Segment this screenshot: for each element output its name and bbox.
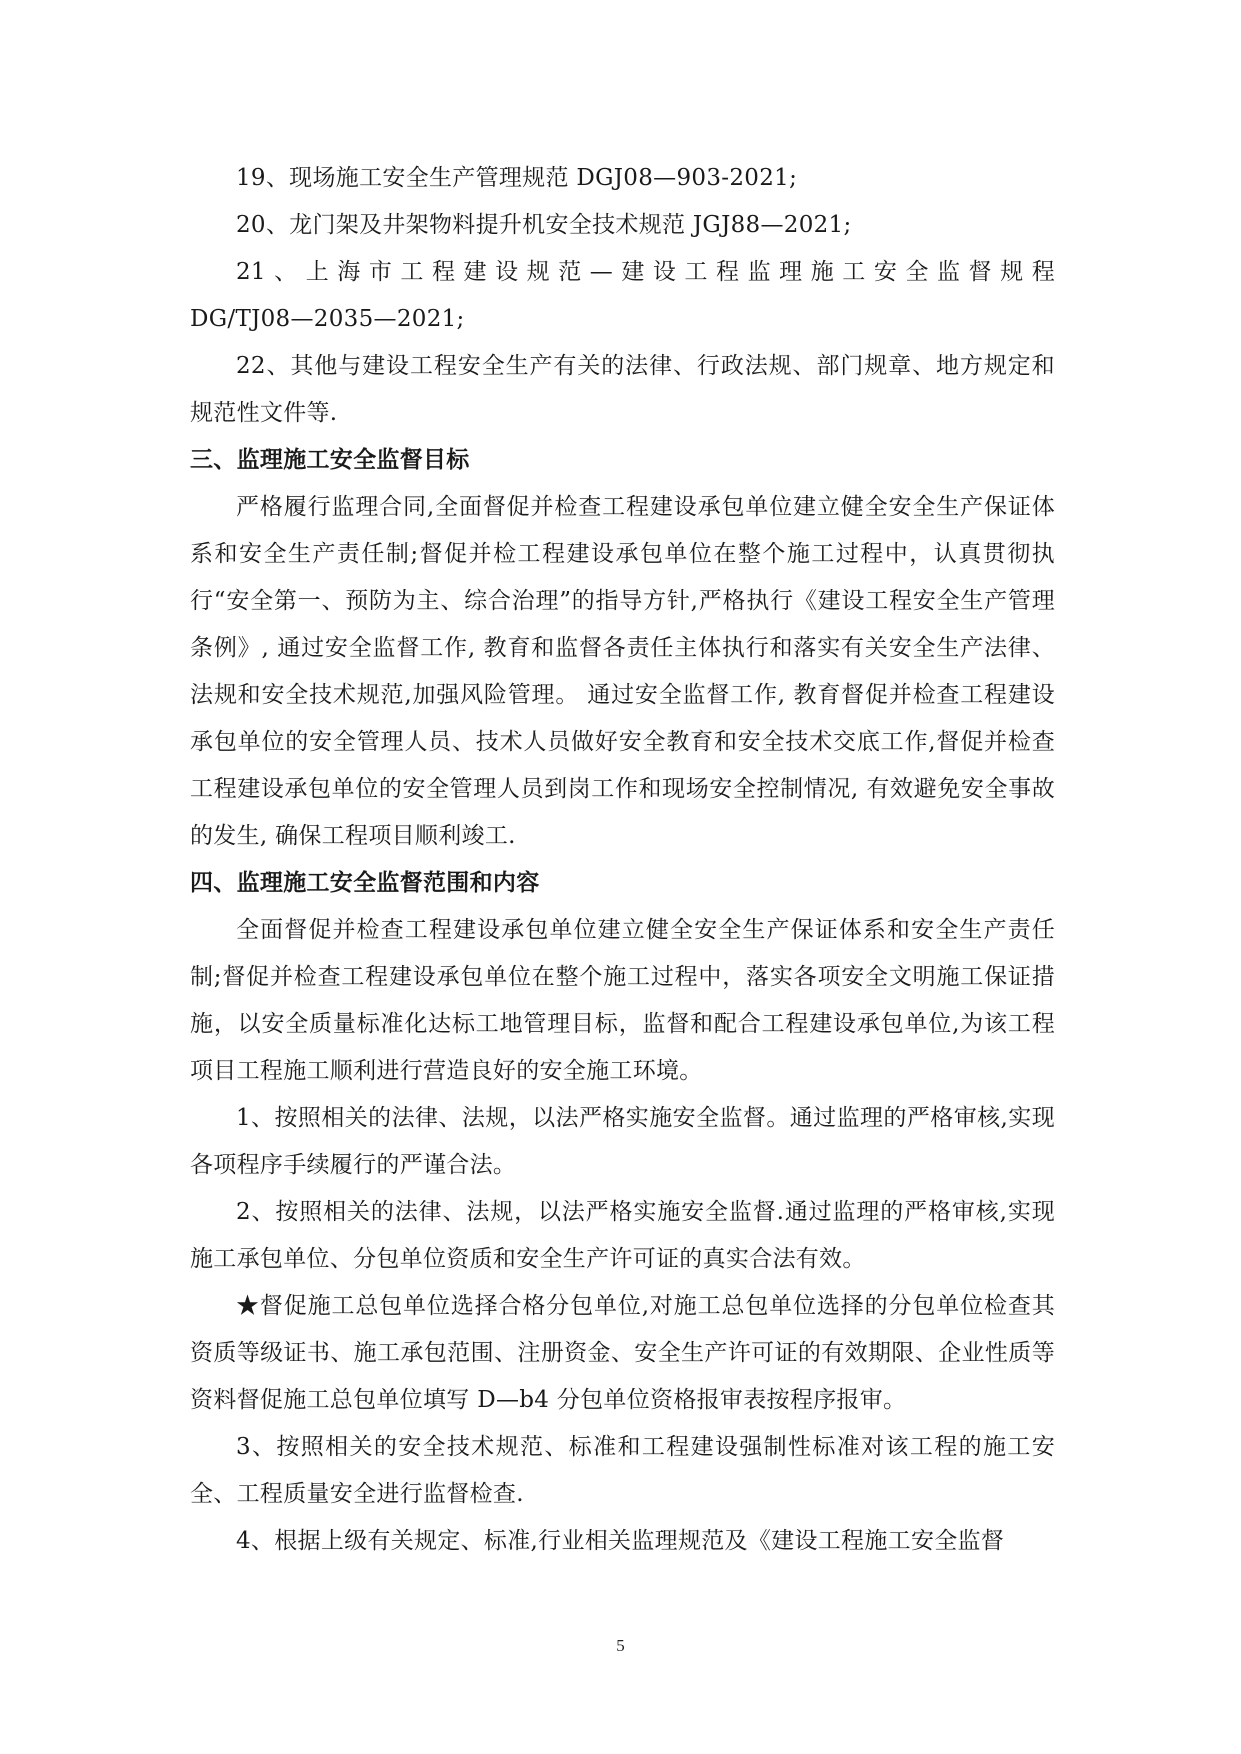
page-number: 5	[616, 1636, 625, 1655]
list-item: 20、龙门架及井架物料提升机安全技术规范 JGJ88—2021;	[236, 212, 852, 238]
paragraph: 全面督促并检查工程建设承包单位建立健全安全生产保证体系和安全生产责任制;督促并检查工程建设承包单位在整个施工过程中，落实各项安全文明施工保证措施，以安全质量标准化达标工地管理目标，监督和配合工程建设承包单位,为该工程项目工程施工顺利进行营造良好的安全施工环境。	[190, 917, 1055, 1084]
star-note: ★督促施工总包单位选择合格分包单位,对施工总包单位选择的分包单位检查其资质等级证书、施工承包范围、注册资金、安全生产许可证的有效期限、企业性质等资料督促施工总包单位填写 D—b4 分包单位资格报审表按程序报审。	[190, 1293, 1055, 1413]
list-item: 19、现场施工安全生产管理规范 DGJ08—903-2021;	[236, 165, 798, 191]
list-item-continuation: DG/TJ08—2035—2021;	[190, 306, 465, 332]
list-item: 1、按照相关的法律、法规，以法严格实施安全监督。通过监理的严格审核,实现各项程序手续履行的严谨合法。	[190, 1105, 1055, 1178]
section-heading: 三、监理施工安全监督目标	[190, 447, 470, 473]
list-item: 3、按照相关的安全技术规范、标准和工程建设强制性标准对该工程的施工安全、工程质量安全进行监督检查.	[190, 1434, 1055, 1507]
list-item: 4、根据上级有关规定、标准,行业相关监理规范及《建设工程施工安全监督	[236, 1528, 1005, 1554]
list-item: 21、上海市工程建设规范—建设工程监理施工安全监督规程	[236, 259, 1055, 285]
list-item: 2、按照相关的法律、法规，以法严格实施安全监督.通过监理的严格审核,实现施工承包单位、分包单位资质和安全生产许可证的真实合法有效。	[190, 1199, 1055, 1272]
document-body	[190, 155, 1055, 1565]
list-item: 22、其他与建设工程安全生产有关的法律、行政法规、部门规章、地方规定和规范性文件等.	[190, 353, 1055, 426]
section-heading: 四、监理施工安全监督范围和内容	[190, 870, 540, 896]
paragraph: 严格履行监理合同,全面督促并检查工程建设承包单位建立健全安全生产保证体系和安全生产责任制;督促并检工程建设承包单位在整个施工过程中，认真贯彻执行“安全第一、预防为主、综合治理”的指导方针,严格执行《建设工程安全生产管理条例》, 通过安全监督工作, 教育和监督各责任主体执行和落实有关安全生产法律、法规和安全技术规范,加强风险管理。 通过安全监督工作, 教育督促并检查工程建设承包单位的安全管理人员、技术人员做好安全教育和安全技术交底工作,督促并检查工程建设承包单位的安全管理人员到岗工作和现场安全控制情况, 有效避免安全事故的发生, 确保工程项目顺利竣工.	[190, 494, 1055, 849]
